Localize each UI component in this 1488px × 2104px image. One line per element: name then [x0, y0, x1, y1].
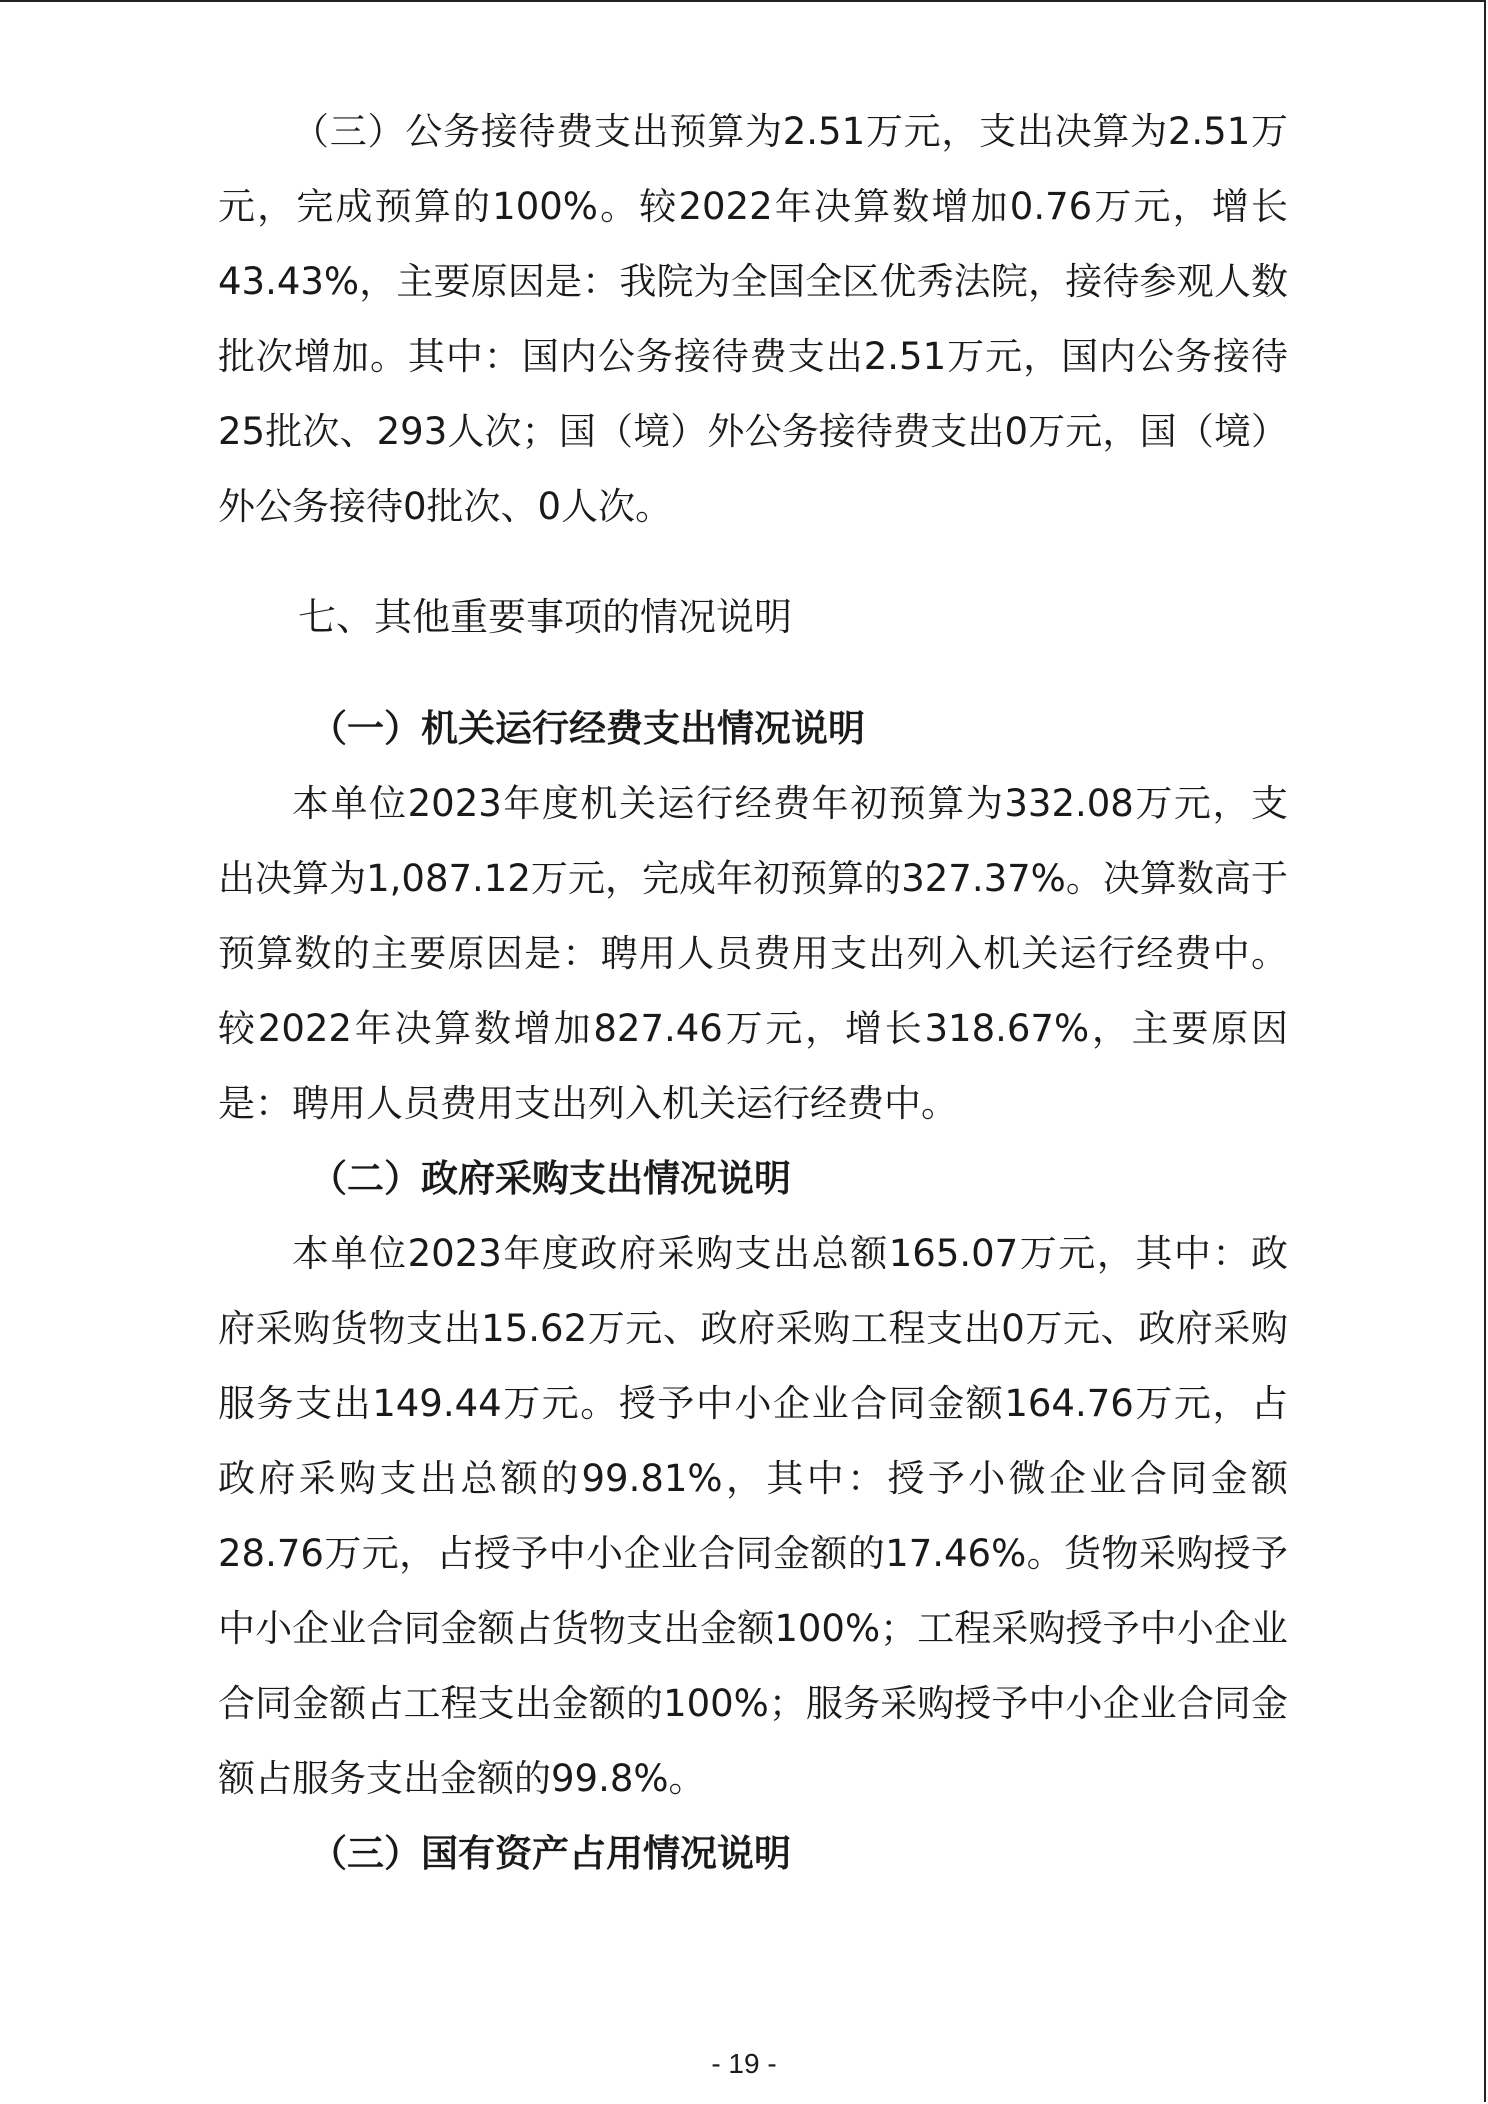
procurement-paragraph: 本单位2023年度政府采购支出总额165.07万元，其中：政府采购货物支出15.62万元、政府采购工程支出0万元、政府采购服务支出149.44万元。授予中小企业合同金额164.76万元，占政府采购支出总额的99.81%，其中：授予小微企业合同金额28.76万元，占授予中小企业合同金额的17.46%。货物采购授予中小企业合同金额占货物支出金额100%；工程采购授予中小企业合同金额占工程支出金额的100%；服务采购授予中小企业合同金额占服务支出金额的99.8%。	[218, 1232, 1288, 1800]
section-seven-title: 七、其他重要事项的情况说明	[298, 595, 793, 639]
procurement-heading: （二）政府采购支出情况说明	[310, 1157, 791, 1200]
page-content	[218, 2, 1288, 1891]
operating-expense-heading: （一）机关运行经费支出情况说明	[310, 707, 865, 750]
reception-expense-paragraph: （三）公务接待费支出预算为2.51万元，支出决算为2.51万元，完成预算的100%。较2022年决算数增加0.76万元，增长43.43%，主要原因是：我院为全国全区优秀法院，接待参观人数批次增加。其中：国内公务接待费支出2.51万元，国内公务接待25批次、293人次；国（境）外公务接待费支出0万元，国（境）外公务接待0批次、0人次。	[218, 110, 1288, 528]
state-assets-heading: （三）国有资产占用情况说明	[310, 1832, 791, 1875]
operating-expense-paragraph: 本单位2023年度机关运行经费年初预算为332.08万元，支出决算为1,087.12万元，完成年初预算的327.37%。决算数高于预算数的主要原因是：聘用人员费用支出列入机关运行经费中。较2022年决算数增加827.46万元，增长318.67%，主要原因是：聘用人员费用支出列入机关运行经费中。	[218, 782, 1288, 1125]
page-number: - 19 -	[711, 2048, 777, 2079]
